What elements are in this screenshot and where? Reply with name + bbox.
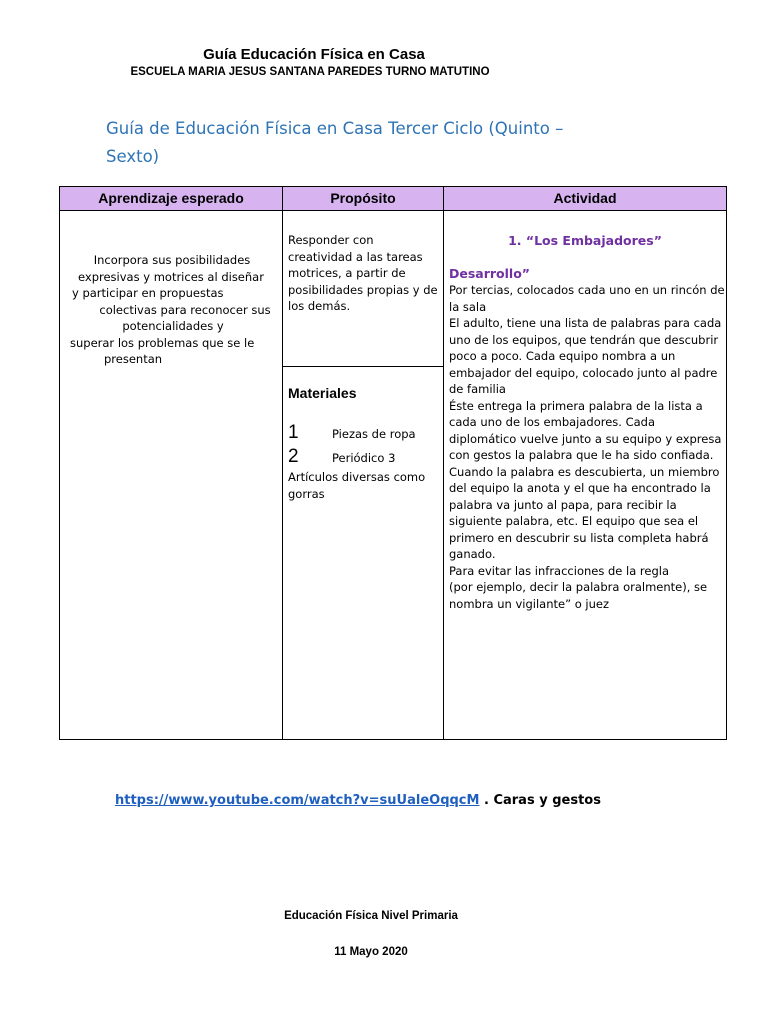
document-header-title: Guía Educación Física en Casa (203, 46, 425, 63)
material-number: 2 (288, 446, 299, 467)
actividad-paragraph: (por ejemplo, decir la palabra oralmente), se nombra un vigilante” o juez (449, 580, 708, 611)
desarrollo-heading: Desarrollo” (449, 266, 531, 281)
footer-date: 11 Mayo 2020 (334, 946, 408, 958)
guide-title: Guía de Educación Física en Casa Tercer Ciclo (Quinto – Sexto) (106, 119, 564, 166)
aprendizaje-line: expresivas y motrices al diseñar (78, 269, 264, 284)
material-item (288, 422, 416, 444)
aprendizaje-line: potencialidades y (122, 319, 224, 333)
aprendizaje-line: presentan (104, 352, 163, 366)
materiales-extra: Artículos diversas como gorras (288, 470, 426, 501)
actividad-title: 1. “Los Embajadores” (508, 233, 662, 248)
footer-level: Educación Física Nivel Primaria (284, 910, 458, 922)
actividad-paragraph: Éste entrega la primera palabra de la lista a cada uno de los embajadores. Cada diplomático vuelve junto a su equipo y expresa con gestos la palabra que le ha sido confiada. (449, 398, 722, 462)
materiales-title: Materiales (288, 385, 357, 401)
actividad-body (449, 282, 725, 612)
actividad-paragraph: Para evitar las infracciones de la regla (449, 563, 670, 578)
aprendizaje-line: colectivas para reconocer sus (99, 302, 271, 317)
aprendizaje-esperado-text (62, 252, 280, 368)
header-aprendizaje-esperado: Aprendizaje esperado (60, 187, 282, 210)
actividad-paragraph: El adulto, tiene una lista de palabras para cada uno de los equipos, que tendrán que descubrir poco a poco. Cada equipo nombra a un embajador del equipo, colocado junto al padre de familia (449, 316, 722, 396)
proposito-text: Responder con creatividad a las tareas motrices, a partir de posibilidades propias y de los demás. (288, 233, 438, 313)
material-label: Periódico 3 (332, 451, 396, 465)
actividad-paragraph: Por tercias, colocados cada uno en un rincón de la sala (449, 283, 725, 314)
link-caption: . Caras y gestos (483, 793, 601, 808)
material-label: Piezas de ropa (332, 427, 416, 441)
aprendizaje-line: superar los problemas que se le (70, 335, 255, 350)
aprendizaje-line: Incorpora sus posibilidades (93, 253, 251, 267)
aprendizaje-line: y participar en propuestas (72, 286, 224, 300)
youtube-link[interactable]: https://www.youtube.com/watch?v=suUaleOqqcM (115, 793, 480, 808)
material-number: 1 (288, 422, 299, 443)
video-link-line (115, 793, 601, 808)
material-item (288, 446, 395, 468)
school-name: ESCUELA MARIA JESUS SANTANA PAREDES TURNO MATUTINO (130, 66, 490, 78)
header-actividad: Actividad (444, 187, 726, 210)
header-proposito: Propósito (283, 187, 443, 210)
actividad-paragraph: Cuando la palabra es descubierta, un miembro del equipo la anota y el que ha encontrado la palabra va junto al papa, para recibir la siguiente palabra, etc. El equipo que sea el primero en descubrir su lista completa habrá ganado. (449, 464, 720, 561)
